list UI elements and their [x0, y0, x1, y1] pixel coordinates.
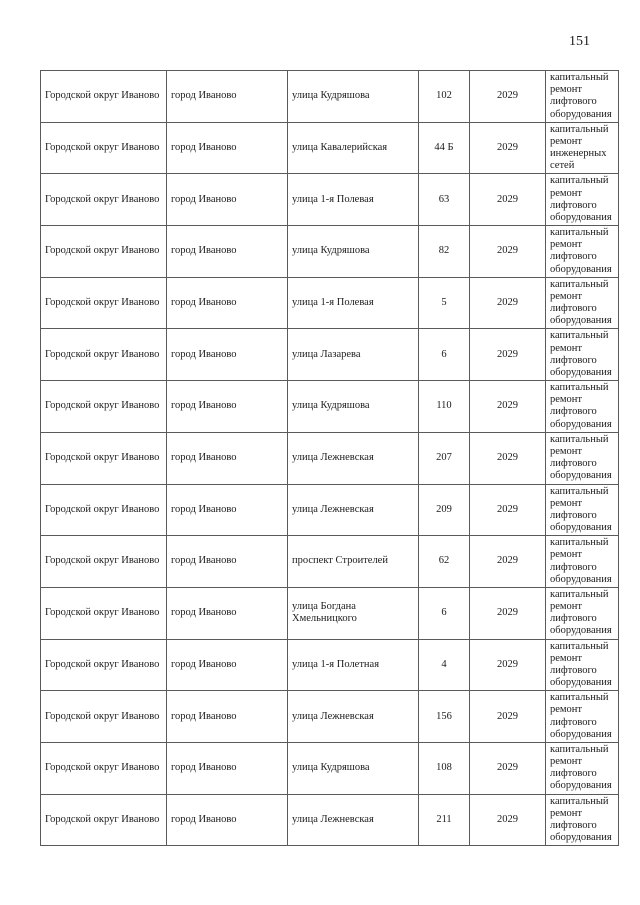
table-row [41, 536, 619, 588]
cell-city: город Иваново [167, 381, 288, 433]
cell-house-number: 156 [419, 691, 470, 743]
cell-work-type: капитальный ремонт лифтового оборудования [546, 381, 619, 433]
cell-city: город Иваново [167, 71, 288, 123]
cell-street: улица Лазарева [288, 329, 419, 381]
cell-year: 2029 [470, 742, 546, 794]
cell-district: Городской округ Иваново [41, 691, 167, 743]
cell-work-type: капитальный ремонт лифтового оборудования [546, 536, 619, 588]
cell-year: 2029 [470, 226, 546, 278]
cell-district: Городской округ Иваново [41, 484, 167, 536]
table-row [41, 484, 619, 536]
table-row [41, 381, 619, 433]
cell-year: 2029 [470, 587, 546, 639]
cell-work-type: капитальный ремонт лифтового оборудования [546, 794, 619, 846]
cell-house-number: 209 [419, 484, 470, 536]
table-row [41, 174, 619, 226]
cell-year: 2029 [470, 122, 546, 174]
cell-street: улица Кудряшова [288, 742, 419, 794]
cell-year: 2029 [470, 639, 546, 691]
cell-district: Городской округ Иваново [41, 71, 167, 123]
cell-house-number: 207 [419, 432, 470, 484]
cell-district: Городской округ Иваново [41, 536, 167, 588]
cell-year: 2029 [470, 536, 546, 588]
table-row [41, 71, 619, 123]
page-number: 151 [569, 34, 590, 49]
table-row [41, 691, 619, 743]
cell-work-type: капитальный ремонт лифтового оборудования [546, 691, 619, 743]
cell-district: Городской округ Иваново [41, 432, 167, 484]
cell-work-type: капитальный ремонт лифтового оборудования [546, 329, 619, 381]
cell-street: улица 1-я Полевая [288, 277, 419, 329]
cell-district: Городской округ Иваново [41, 381, 167, 433]
cell-street: улица Лежневская [288, 794, 419, 846]
table-row [41, 226, 619, 278]
cell-year: 2029 [470, 381, 546, 433]
table-row [41, 329, 619, 381]
cell-district: Городской округ Иваново [41, 329, 167, 381]
table-row [41, 742, 619, 794]
cell-year: 2029 [470, 329, 546, 381]
cell-house-number: 211 [419, 794, 470, 846]
cell-district: Городской округ Иваново [41, 174, 167, 226]
cell-work-type: капитальный ремонт инженерных сетей [546, 122, 619, 174]
cell-city: город Иваново [167, 587, 288, 639]
cell-district: Городской округ Иваново [41, 794, 167, 846]
cell-city: город Иваново [167, 536, 288, 588]
cell-work-type: капитальный ремонт лифтового оборудования [546, 71, 619, 123]
cell-work-type: капитальный ремонт лифтового оборудования [546, 484, 619, 536]
cell-work-type: капитальный ремонт лифтового оборудования [546, 742, 619, 794]
cell-house-number: 4 [419, 639, 470, 691]
table-row [41, 432, 619, 484]
table-row [41, 277, 619, 329]
cell-work-type: капитальный ремонт лифтового оборудования [546, 432, 619, 484]
cell-street: улица Кудряшова [288, 71, 419, 123]
cell-street: проспект Строителей [288, 536, 419, 588]
cell-city: город Иваново [167, 277, 288, 329]
cell-work-type: капитальный ремонт лифтового оборудования [546, 639, 619, 691]
cell-city: город Иваново [167, 226, 288, 278]
cell-house-number: 5 [419, 277, 470, 329]
cell-house-number: 62 [419, 536, 470, 588]
cell-district: Городской округ Иваново [41, 587, 167, 639]
cell-street: улица Кавалерийская [288, 122, 419, 174]
cell-street: улица Кудряшова [288, 226, 419, 278]
cell-street: улица 1-я Полетная [288, 639, 419, 691]
cell-house-number: 44 Б [419, 122, 470, 174]
repair-schedule-table [40, 70, 619, 846]
cell-city: город Иваново [167, 174, 288, 226]
table-row [41, 122, 619, 174]
table-row [41, 587, 619, 639]
cell-city: город Иваново [167, 639, 288, 691]
cell-city: город Иваново [167, 691, 288, 743]
cell-work-type: капитальный ремонт лифтового оборудования [546, 174, 619, 226]
cell-street: улица Лежневская [288, 691, 419, 743]
cell-street: улица Кудряшова [288, 381, 419, 433]
cell-work-type: капитальный ремонт лифтового оборудования [546, 587, 619, 639]
table-row [41, 639, 619, 691]
cell-district: Городской округ Иваново [41, 639, 167, 691]
cell-city: город Иваново [167, 484, 288, 536]
cell-district: Городской округ Иваново [41, 226, 167, 278]
cell-house-number: 82 [419, 226, 470, 278]
cell-house-number: 6 [419, 329, 470, 381]
cell-year: 2029 [470, 71, 546, 123]
cell-city: город Иваново [167, 122, 288, 174]
cell-year: 2029 [470, 484, 546, 536]
cell-house-number: 102 [419, 71, 470, 123]
cell-year: 2029 [470, 794, 546, 846]
cell-district: Городской округ Иваново [41, 742, 167, 794]
cell-street: улица Богдана Хмельницкого [288, 587, 419, 639]
cell-house-number: 63 [419, 174, 470, 226]
table-body [41, 71, 619, 846]
cell-work-type: капитальный ремонт лифтового оборудования [546, 226, 619, 278]
cell-city: город Иваново [167, 329, 288, 381]
cell-street: улица 1-я Полевая [288, 174, 419, 226]
cell-city: город Иваново [167, 794, 288, 846]
cell-city: город Иваново [167, 432, 288, 484]
cell-year: 2029 [470, 174, 546, 226]
table-row [41, 794, 619, 846]
cell-city: город Иваново [167, 742, 288, 794]
cell-house-number: 6 [419, 587, 470, 639]
cell-house-number: 110 [419, 381, 470, 433]
cell-year: 2029 [470, 432, 546, 484]
cell-house-number: 108 [419, 742, 470, 794]
cell-work-type: капитальный ремонт лифтового оборудования [546, 277, 619, 329]
cell-district: Городской округ Иваново [41, 122, 167, 174]
cell-street: улица Лежневская [288, 432, 419, 484]
cell-street: улица Лежневская [288, 484, 419, 536]
cell-year: 2029 [470, 277, 546, 329]
cell-district: Городской округ Иваново [41, 277, 167, 329]
cell-year: 2029 [470, 691, 546, 743]
